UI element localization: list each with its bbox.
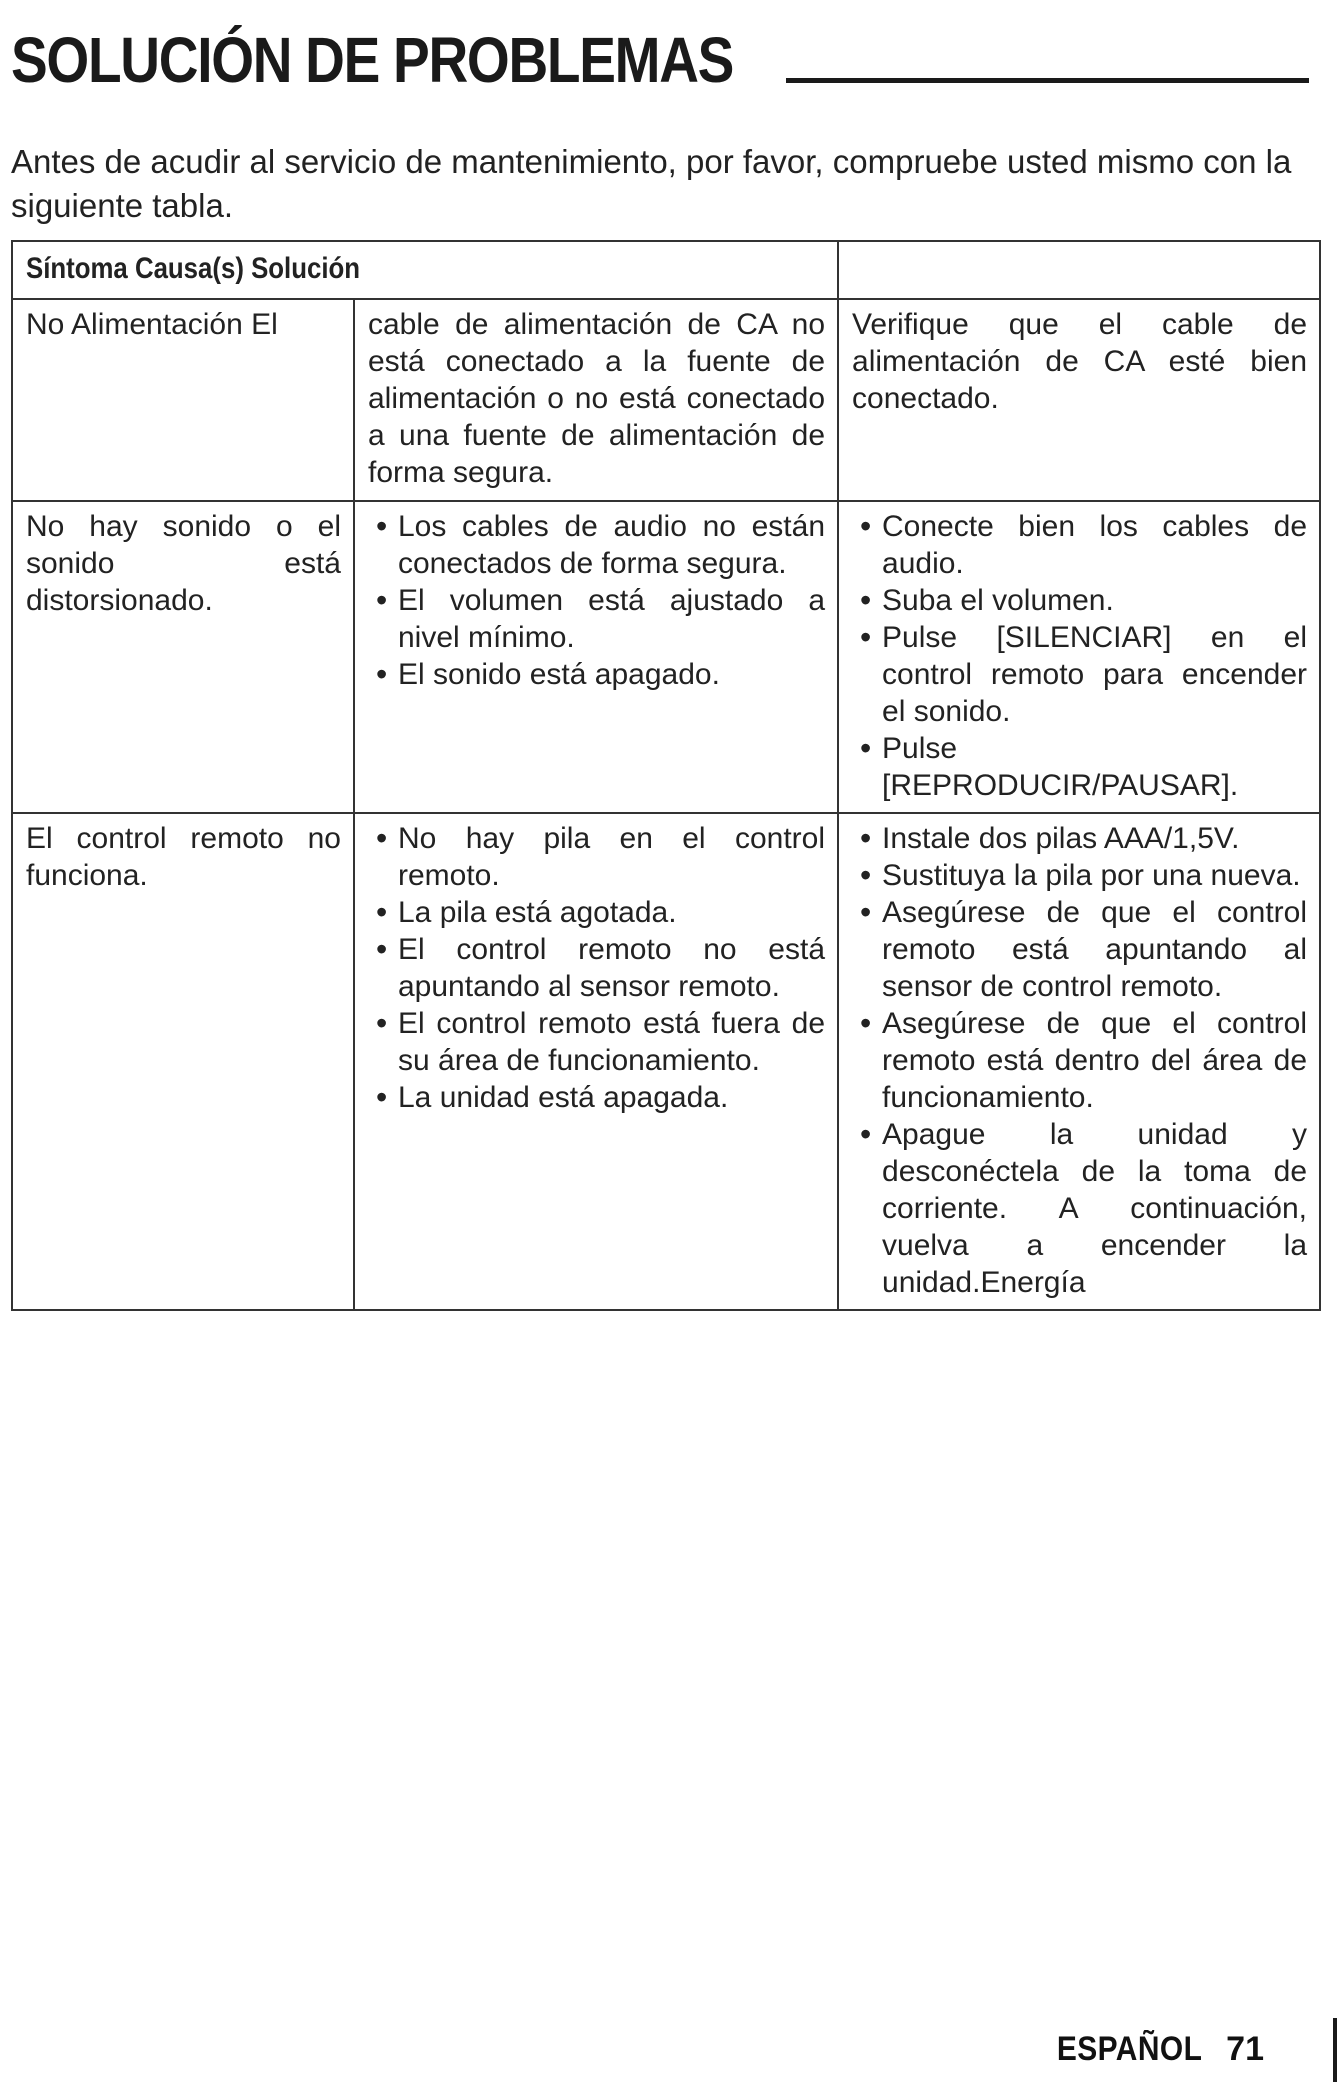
cause-text: cable de alimentación de CA no está conectado a la fuente de alimentación o no está conectado a una fuente de alimentación de forma segura. <box>368 308 826 489</box>
symptom-text: El control remoto no funciona. <box>26 822 341 892</box>
cause-list <box>368 508 825 693</box>
table-row <box>12 501 1320 813</box>
symptom-cell <box>12 501 354 813</box>
solution-cell <box>838 299 1320 501</box>
cause-item: • La pila está agotada. <box>398 894 825 931</box>
cause-item: • Los cables de audio no están conectados de forma segura. <box>398 508 825 582</box>
solution-item: • Suba el volumen. <box>882 582 1307 619</box>
cause-item: • El volumen está ajustado a nivel mínimo. <box>398 582 825 656</box>
symptom-cell <box>12 813 354 1310</box>
cause-cell <box>354 501 838 813</box>
cause-list <box>368 820 825 1116</box>
solution-list <box>852 820 1307 1301</box>
table-header-empty-cell <box>838 241 1320 299</box>
symptom-text: No hay sonido o el sonido está distorsionado. <box>26 510 341 617</box>
troubleshooting-table <box>11 240 1321 1311</box>
table-row <box>12 299 1320 501</box>
table-header-cell <box>12 241 838 299</box>
cause-item: • La unidad está apagada. <box>398 1079 825 1116</box>
solution-text: Verifique que el cable de alimentación de CA esté bien conectado. <box>852 308 1308 415</box>
title-underline-rule <box>786 78 1309 83</box>
table-header-text: Síntoma Causa(s) Solución <box>26 252 361 285</box>
solution-cell <box>838 501 1320 813</box>
table-row <box>12 813 1320 1310</box>
solution-item: • Conecte bien los cables de audio. <box>882 508 1307 582</box>
solution-item: • Sustituya la pila por una nueva. <box>882 857 1307 894</box>
page-number: 71 <box>1226 2030 1264 2068</box>
page-footer <box>1037 2030 1264 2069</box>
solution-item: • Asegúrese de que el control remoto está dentro del área de funcionamiento. <box>882 1005 1307 1116</box>
symptom-text: No Alimentación El <box>26 308 278 341</box>
solution-list <box>852 508 1307 804</box>
cause-item: • No hay pila en el control remoto. <box>398 820 825 894</box>
solution-item: • Asegúrese de que el control remoto está apuntando al sensor de control remoto. <box>882 894 1307 1005</box>
table-header-row <box>12 241 1320 299</box>
solution-item: • Pulse [SILENCIAR] en el control remoto para encender el sonido. <box>882 619 1307 730</box>
cause-cell <box>354 299 838 501</box>
cause-item: • El sonido está apagado. <box>398 656 825 693</box>
footer-language: ESPAÑOL <box>1056 2030 1203 2068</box>
intro-paragraph: Antes de acudir al servicio de mantenimiento, por favor, compruebe usted mismo con la siguiente tabla. <box>11 143 1292 224</box>
solution-item: • Instale dos pilas AAA/1,5V. <box>882 820 1307 857</box>
solution-item: • Pulse [REPRODUCIR/PAUSAR]. <box>882 730 1307 804</box>
footer-divider-bar <box>1333 2018 1337 2082</box>
cause-item: • El control remoto está fuera de su área de funcionamiento. <box>398 1005 825 1079</box>
solution-cell <box>838 813 1320 1310</box>
symptom-cell <box>12 299 354 501</box>
solution-item: • Apague la unidad y desconéctela de la toma de corriente. A continuación, vuelva a encender la unidad.Energía <box>882 1116 1307 1301</box>
cause-cell <box>354 813 838 1310</box>
cause-item: • El control remoto no está apuntando al sensor remoto. <box>398 931 825 1005</box>
page-title-text: SOLUCIÓN DE PROBLEMAS <box>11 24 734 96</box>
